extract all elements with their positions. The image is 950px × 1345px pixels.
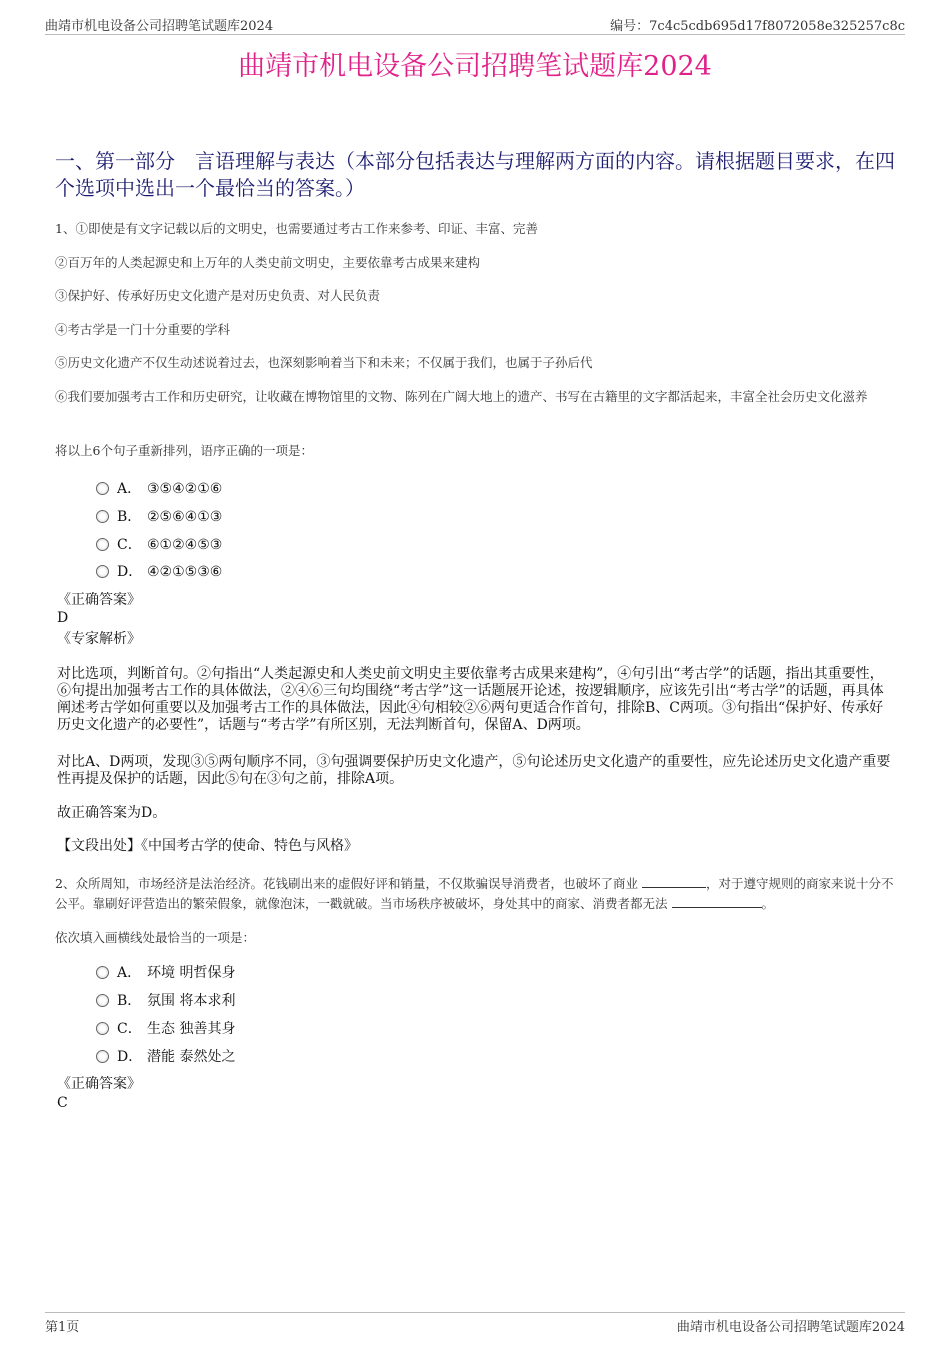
- footer-doc-name: 曲靖市机电设备公司招聘笔试题库2024: [676, 1320, 905, 1335]
- page-footer: [45, 1312, 905, 1337]
- option-text: ⑥①②④⑤③: [147, 537, 223, 553]
- q2-option-a[interactable]: [96, 962, 235, 982]
- option-text: 环境 明哲保身: [147, 965, 236, 981]
- radio-icon[interactable]: [96, 538, 109, 551]
- radio-icon[interactable]: [96, 565, 109, 578]
- radio-icon[interactable]: [96, 510, 109, 523]
- q2-stem: [55, 874, 900, 914]
- q2-blank-1: [642, 875, 706, 888]
- option-text: ③⑤④②①⑥: [147, 481, 223, 497]
- header-doc-id: 编号：7c4c5cdb695d17f8072058e325257c8c: [610, 19, 905, 34]
- q1-analysis-paragraph-1: 对比选项，判断首句。②句指出“人类起源史和人类史前文明史主要依靠考古成果来建构”，④句引出“考古学”的话题，指出其重要性，⑥句提出加强考古工作的具体做法，②④⑥三句均围绕“考古学”这一话题展开论述，按逻辑顺序，应该先引出“考古学”的话题，再具体阐述考古学如何重要以及加强考古工作的具体做法，因此④句相较②⑥两句更适合作首句，排除B、C两项。③句指出“保护好、传承好历史文化遗产的必要性”，话题与“考古学”有所区别，无法判断首句，保留A、D两项。: [57, 666, 884, 733]
- option-text: 氛围 将本求利: [147, 993, 236, 1009]
- document-title: 曲靖市机电设备公司招聘笔试题库2024: [238, 51, 712, 82]
- q1-sentence-6: ⑥我们要加强考古工作和历史研究，让收藏在博物馆里的文物、陈列在广阔大地上的遗产、书写在古籍里的文字都活起来，丰富全社会历史文化滋养: [55, 389, 868, 404]
- q1-prompt: 将以上6个句子重新排列，语序正确的一项是：: [55, 443, 313, 458]
- q1-analysis-label: 《专家解析》: [57, 631, 141, 647]
- q1-answer-label: 《正确答案》: [57, 592, 141, 608]
- option-key: D．: [117, 564, 143, 580]
- radio-icon[interactable]: [96, 482, 109, 495]
- q1-sentence-4: ④考古学是一门十分重要的学科: [55, 322, 231, 337]
- option-key: D．: [117, 1049, 143, 1065]
- page-header: [45, 14, 905, 35]
- q1-option-d[interactable]: [96, 561, 222, 581]
- q1-source: 【文段出处】《中国考古学的使命、特色与风格》: [57, 838, 358, 854]
- q1-sentence-3: ③保护好、传承好历史文化遗产是对历史负责、对人民负责: [55, 288, 381, 303]
- q1-sentence-2: ②百万年的人类起源史和上万年的人类史前文明史，主要依靠考古成果来建构: [55, 255, 481, 270]
- section-heading: 一、第一部分 言语理解与表达（本部分包括表达与理解两方面的内容。请根据题目要求，在四个选项中选出一个最恰当的答案。）: [55, 149, 895, 200]
- option-text: 潜能 泰然处之: [147, 1049, 236, 1065]
- q2-option-d[interactable]: [96, 1046, 235, 1066]
- option-key: A．: [117, 481, 142, 497]
- radio-icon[interactable]: [96, 1022, 109, 1035]
- q2-prompt: 依次填入画横线处最恰当的一项是：: [55, 930, 256, 945]
- q2-blank-2: [672, 895, 762, 908]
- radio-icon[interactable]: [96, 966, 109, 979]
- q1-option-a[interactable]: [96, 478, 222, 498]
- option-text: ④②①⑤③⑥: [147, 564, 223, 580]
- radio-icon[interactable]: [96, 1050, 109, 1063]
- option-key: C．: [117, 1021, 142, 1037]
- q1-sentence-1: 1、①即使是有文字记载以后的文明史，也需要通过考古工作来参考、印证、丰富、完善: [55, 221, 538, 236]
- q1-analysis-paragraph-2: 对比A、D两项，发现③⑤两句顺序不同，③句强调要保护历史文化遗产，⑤句论述历史文化遗产的重要性，应先论述历史文化遗产重要性再提及保护的话题，因此⑤句在③句之前，排除A项。: [57, 754, 891, 787]
- option-text: ②⑤⑥④①③: [147, 509, 223, 525]
- option-key: A．: [117, 965, 142, 981]
- q1-sentence-5: ⑤历史文化遗产不仅生动述说着过去，也深刻影响着当下和未来；不仅属于我们，也属于子孙后代: [55, 355, 593, 370]
- q2-answer: C: [57, 1095, 68, 1111]
- q2-option-c[interactable]: [96, 1018, 235, 1038]
- option-key: B．: [117, 509, 142, 525]
- q1-option-c[interactable]: [96, 534, 222, 554]
- header-doc-name: 曲靖市机电设备公司招聘笔试题库2024: [45, 19, 274, 34]
- q1-option-b[interactable]: [96, 506, 222, 526]
- q2-stem-part-2: ，对于遵守规则的商家来说十分不公平。靠刷好评营造出的繁荣假象，就像泡沫，一戳就破。当市场秩序被破坏，身处其中的商家、消费者都无法: [55, 876, 894, 911]
- page-number: 第1页: [45, 1320, 80, 1335]
- q1-answer: D: [57, 610, 69, 626]
- q1-analysis-conclusion: 故正确答案为D。: [57, 805, 167, 821]
- q2-stem-part-1: 2、众所周知，市场经济是法治经济。花钱刷出来的虚假好评和销量，不仅欺骗误导消费者，也破坏了商业: [55, 876, 638, 891]
- option-key: B．: [117, 993, 142, 1009]
- q2-stem-part-3: 。: [761, 896, 775, 911]
- q2-option-b[interactable]: [96, 990, 235, 1010]
- q2-answer-label: 《正确答案》: [57, 1076, 141, 1092]
- radio-icon[interactable]: [96, 994, 109, 1007]
- option-text: 生态 独善其身: [147, 1021, 236, 1037]
- option-key: C．: [117, 537, 142, 553]
